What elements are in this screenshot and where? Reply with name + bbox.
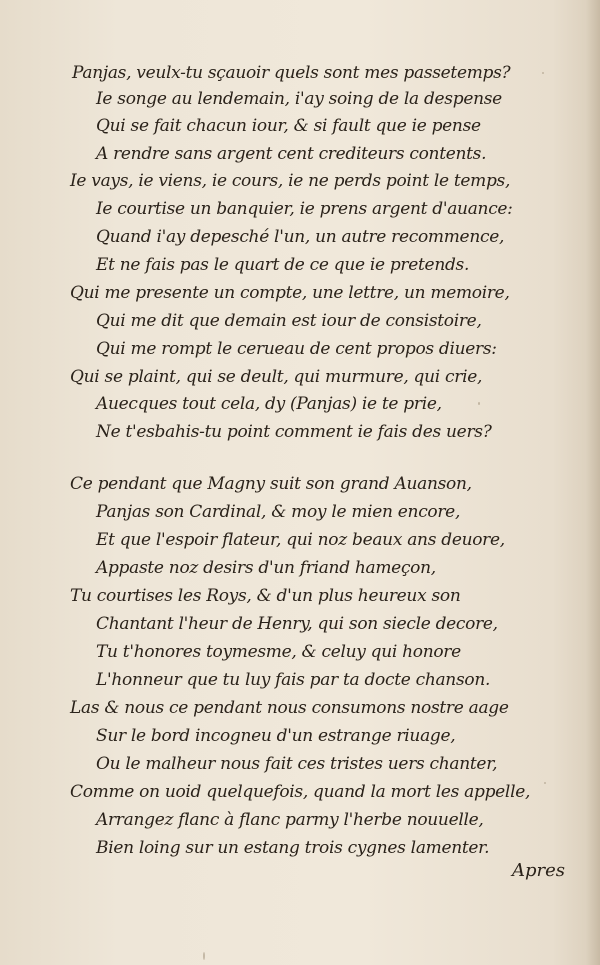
poem-line: L'honneur que tu luy fais par ta docte chanson. bbox=[96, 670, 491, 690]
poem-line: Auecques tout cela, dy (Panjas) ie te prie, bbox=[96, 394, 442, 414]
poem-line: Chantant l'heur de Henry, qui son siecle decore, bbox=[96, 614, 498, 634]
poem-line: Arrangez flanc à flanc parmy l'herbe nouuelle, bbox=[96, 810, 484, 830]
poem-line: Las & nous ce pendant nous consumons nostre aage bbox=[70, 698, 509, 718]
poem-line: Panjas son Cardinal, & moy le mien encore, bbox=[96, 502, 461, 522]
poem-line: Ie songe au lendemain, i'ay soing de la despense bbox=[96, 89, 502, 109]
poem-line: Qui me dit que demain est iour de consistoire, bbox=[96, 311, 482, 331]
catchword: Apres bbox=[512, 860, 566, 881]
poem-line: Ie courtise un banquier, ie prens argent d'auance: bbox=[96, 199, 513, 219]
poem-line: A rendre sans argent cent crediteurs contents. bbox=[96, 144, 487, 164]
poem-line: Et que l'espoir flateur, qui noz beaux ans deuore, bbox=[96, 530, 505, 550]
poem-line: Appaste noz desirs d'un friand hameçon, bbox=[96, 558, 436, 578]
poem-line: Panjas, veulx-tu sçauoir quels sont mes passetemps? bbox=[72, 63, 511, 83]
poem-line: Quand i'ay depesché l'un, un autre recommence, bbox=[96, 227, 505, 247]
poem-line: Tu t'honores toymesme, & celuy qui honore bbox=[96, 642, 461, 662]
poem-line: Ie vays, ie viens, ie cours, ie ne perds point le temps, bbox=[70, 171, 511, 191]
poem-line: Qui se fait chacun iour, & si fault que ie pense bbox=[96, 116, 481, 136]
poem-line: Tu courtises les Roys, & d'un plus heureux son bbox=[70, 586, 461, 606]
poem-line: Et ne fais pas le quart de ce que ie pretends. bbox=[96, 255, 470, 275]
poem-line: Sur le bord incogneu d'un estrange riuage, bbox=[96, 726, 456, 746]
poem-line: Qui se plaint, qui se deult, qui murmure, qui crie, bbox=[70, 367, 483, 387]
poem-line: Bien loing sur un estang trois cygnes lamenter. bbox=[96, 838, 490, 858]
paper-speck bbox=[542, 72, 544, 74]
paper-speck bbox=[544, 782, 546, 784]
poem-line: Qui me rompt le cerueau de cent propos diuers: bbox=[96, 339, 497, 359]
poem-line: Ne t'esbahis-tu point comment ie fais des uers? bbox=[96, 422, 492, 442]
paper-speck bbox=[478, 402, 480, 405]
paper-speck bbox=[203, 952, 205, 960]
poem-line: Comme on uoid quelquefois, quand la mort les appelle, bbox=[70, 782, 531, 802]
poem-line: Ce pendant que Magny suit son grand Auanson, bbox=[70, 474, 472, 494]
poem-line: Ou le malheur nous fait ces tristes uers chanter, bbox=[96, 754, 498, 774]
poem-line: Qui me presente un compte, une lettre, un memoire, bbox=[70, 283, 510, 303]
